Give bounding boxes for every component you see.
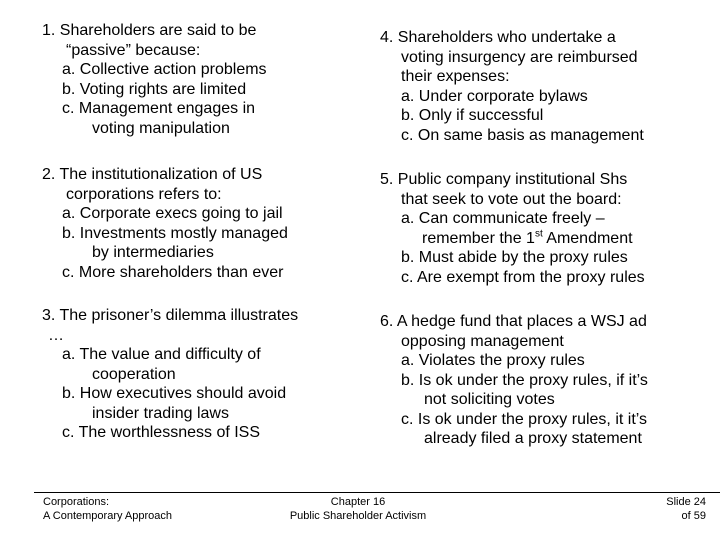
question-6-option-b-cont: not soliciting votes <box>424 391 555 408</box>
question-6-option-a: a. Violates the proxy rules <box>401 352 585 369</box>
question-6-option-c: c. Is ok under the proxy rules, it it’s <box>401 410 648 428</box>
question-2 <box>42 165 288 282</box>
question-3-stem: 3. The prisoner’s dilemma illustrates <box>42 307 299 324</box>
question-1 <box>42 21 267 138</box>
question-5-option-c: c. Are exempt from the proxy rules <box>401 268 645 286</box>
question-1-option-c-cont: voting manipulation <box>92 119 230 137</box>
question-4-option-b: b. Only if successful <box>401 107 544 124</box>
question-5-option-b: b. Must abide by the proxy rules <box>401 249 628 266</box>
footer-chapter <box>268 495 448 523</box>
question-3-option-b: b. How executives should avoid <box>62 385 287 402</box>
question-4-option-a: a. Under corporate bylaws <box>401 87 588 105</box>
question-5 <box>380 170 645 287</box>
question-4 <box>380 28 644 145</box>
question-5-option-a-cont-text: remember the 1 <box>422 229 535 247</box>
footer-chapter-number: Chapter 16 <box>330 496 386 508</box>
footer-divider <box>34 492 720 493</box>
question-3-option-b-cont: insider trading laws <box>92 404 229 422</box>
footer-book-title-line1: Corporations: <box>43 496 110 508</box>
question-1-option-c: c. Management engages in <box>62 100 256 117</box>
footer-chapter-title: Public Shareholder Activism <box>289 510 427 522</box>
question-3 <box>42 306 298 443</box>
question-3-option-a-cont: cooperation <box>92 365 176 383</box>
question-6-option-c-cont: already filed a proxy statement <box>424 430 642 447</box>
question-1-option-a: a. Collective action problems <box>62 61 267 78</box>
question-2-option-c: c. More shareholders than ever <box>62 263 284 281</box>
question-4-stem-cont-2: their expenses: <box>401 68 510 85</box>
question-6-stem-cont: opposing management <box>401 332 564 350</box>
question-6 <box>380 312 648 449</box>
question-2-stem-cont: corporations refers to: <box>66 185 222 203</box>
question-4-stem-cont-1: voting insurgency are reimbursed <box>401 48 638 66</box>
question-3-stem-cont: … <box>48 326 64 344</box>
question-1-stem: 1. Shareholders are said to be <box>42 22 257 39</box>
question-4-option-c: c. On same basis as management <box>401 126 644 144</box>
question-5-superscript: st <box>534 228 543 240</box>
footer-slide-current: Slide 24 <box>666 496 706 508</box>
footer-slide-total: of 59 <box>681 510 706 522</box>
question-1-stem-cont: “passive” because: <box>66 41 201 59</box>
question-2-option-b: b. Investments mostly managed <box>62 224 288 242</box>
footer-book-title <box>43 495 172 523</box>
question-5-stem-cont: that seek to vote out the board: <box>401 190 622 208</box>
question-5-option-a-cont <box>380 229 645 249</box>
footer-slide-number <box>666 495 706 523</box>
question-4-stem: 4. Shareholders who undertake a <box>380 29 616 46</box>
question-1-option-b: b. Voting rights are limited <box>62 80 247 98</box>
question-5-option-a: a. Can communicate freely – <box>401 210 605 227</box>
question-6-option-b: b. Is ok under the proxy rules, if it’s <box>401 371 648 389</box>
question-5-option-a-cont-tail: Amendment <box>542 229 633 247</box>
question-3-option-a: a. The value and difficulty of <box>62 346 261 363</box>
question-2-option-a: a. Corporate execs going to jail <box>62 205 283 222</box>
question-5-stem: 5. Public company institutional Shs <box>380 171 628 188</box>
question-6-stem: 6. A hedge fund that places a WSJ ad <box>380 313 647 330</box>
footer-book-title-line2: A Contemporary Approach <box>43 510 173 522</box>
question-2-option-b-cont: by intermediaries <box>92 244 214 261</box>
question-3-option-c: c. The worthlessness of ISS <box>62 424 261 441</box>
question-2-stem: 2. The institutionalization of US <box>42 166 263 183</box>
